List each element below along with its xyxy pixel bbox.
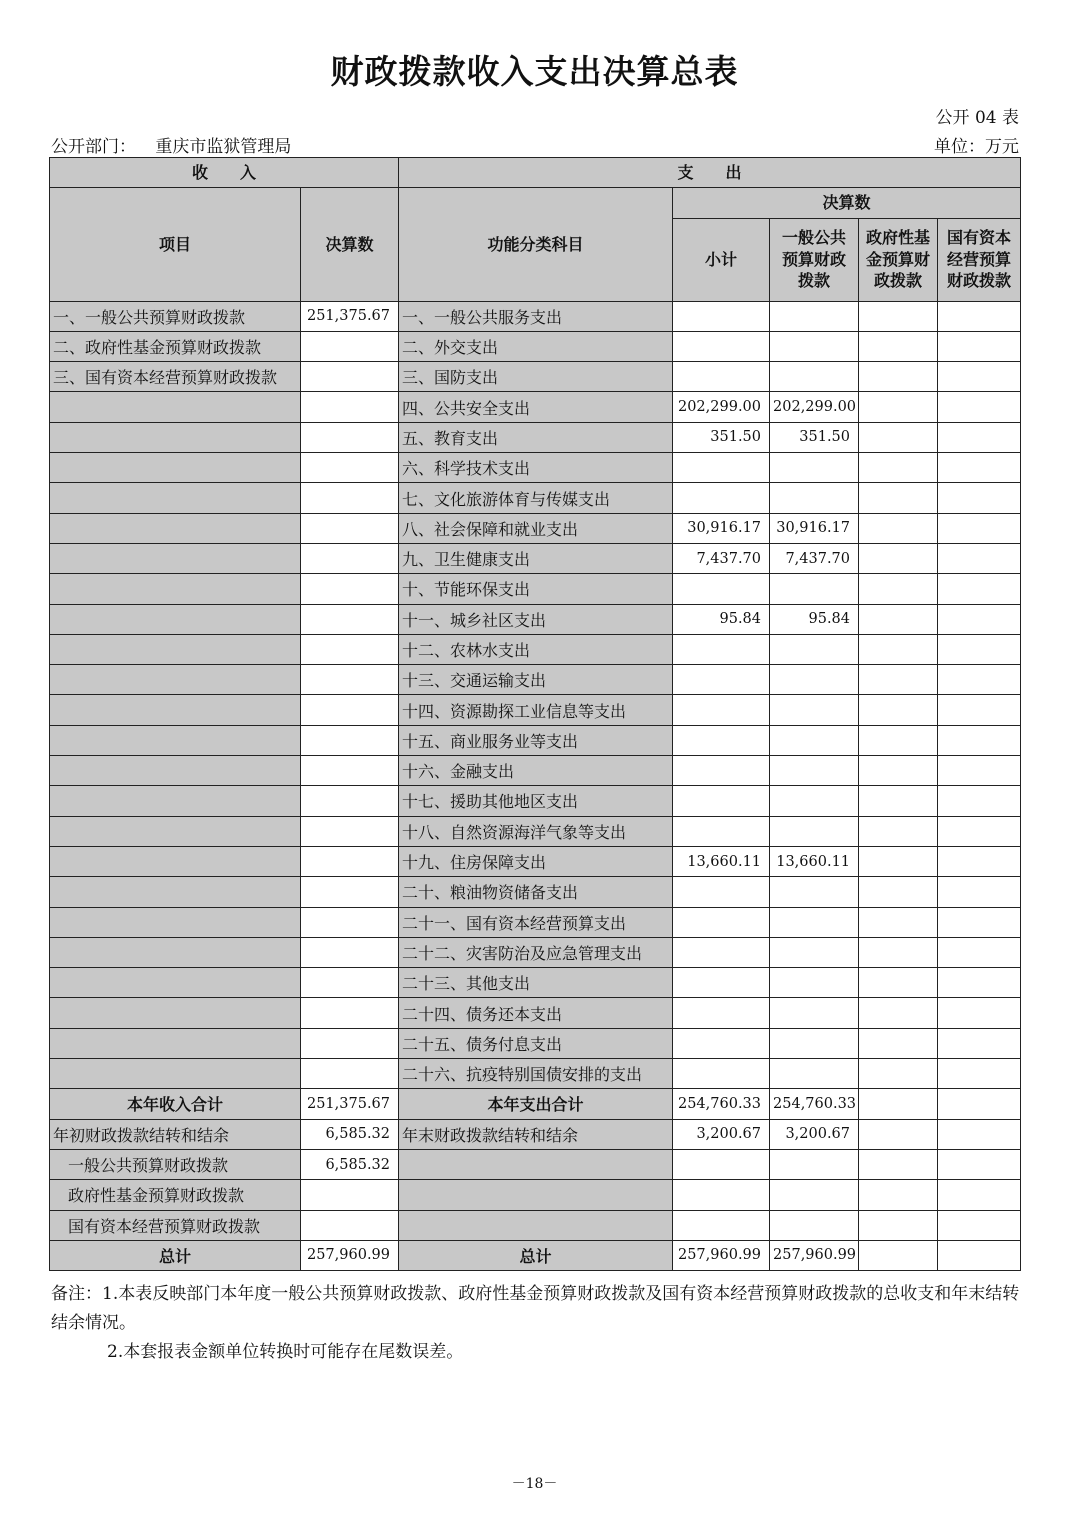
table-row [50, 543, 1021, 573]
table-row [50, 1028, 1021, 1058]
expense-govfund [859, 998, 938, 1028]
income-item [50, 604, 301, 634]
expense-govfund [859, 1028, 938, 1058]
expense-subtotal [673, 968, 770, 998]
expense-item: 十二、农林水支出 [399, 634, 673, 664]
expense-general [770, 301, 859, 331]
table-row [50, 937, 1021, 967]
expense-capital [938, 1059, 1021, 1089]
expense-general [770, 756, 859, 786]
income-value: 251,375.67 [301, 301, 399, 331]
expense-subtotal: 351.50 [673, 422, 770, 452]
income-grand-label: 总计 [50, 1240, 301, 1270]
table-row [50, 574, 1021, 604]
expense-general: 30,916.17 [770, 513, 859, 543]
expense-grand-subtotal: 257,960.99 [673, 1240, 770, 1270]
expense-subtotal: 13,660.11 [673, 846, 770, 876]
income-value [301, 998, 399, 1028]
income-item [50, 907, 301, 937]
expense-subtotal [673, 634, 770, 664]
expense-capital [938, 725, 1021, 755]
carryover-general-value: 6,585.32 [301, 1149, 399, 1179]
gov-fund-header: 政府性基 金预算财 政拨款 [859, 218, 938, 301]
department [51, 132, 291, 157]
income-value [301, 695, 399, 725]
expense-capital [938, 846, 1021, 876]
expense-subtotal [673, 1028, 770, 1058]
expense-capital [938, 634, 1021, 664]
expense-subtotal [673, 786, 770, 816]
expense-subtotal [673, 695, 770, 725]
income-value [301, 513, 399, 543]
expense-item: 十八、自然资源海洋气象等支出 [399, 816, 673, 846]
expense-total-general: 254,760.33 [770, 1089, 859, 1119]
expense-capital [938, 1028, 1021, 1058]
expense-item: 九、卫生健康支出 [399, 543, 673, 573]
state-capital-header: 国有资本 经营预算 财政拨款 [938, 218, 1021, 301]
expense-govfund [859, 786, 938, 816]
expense-capital [938, 968, 1021, 998]
income-value [301, 1059, 399, 1089]
end-carryover-subtotal: 3,200.67 [673, 1119, 770, 1149]
expense-govfund [859, 392, 938, 422]
expense-general [770, 574, 859, 604]
expense-subtotal [673, 453, 770, 483]
income-total-value: 251,375.67 [301, 1089, 399, 1119]
table-row [50, 483, 1021, 513]
income-item: 一、一般公共预算财政拨款 [50, 301, 301, 331]
income-header: 收 入 [50, 158, 399, 188]
expense-general [770, 665, 859, 695]
expense-item: 二十四、债务还本支出 [399, 998, 673, 1028]
annual-total-row [50, 1089, 1021, 1119]
table-row [50, 422, 1021, 452]
expense-capital [938, 665, 1021, 695]
expense-capital [938, 574, 1021, 604]
unit-label: 单位：万元 [934, 137, 1019, 157]
table-row [50, 301, 1021, 331]
expense-general: 13,660.11 [770, 846, 859, 876]
expense-capital [938, 362, 1021, 392]
table-row [50, 513, 1021, 543]
income-value [301, 1028, 399, 1058]
income-grand-value: 257,960.99 [301, 1240, 399, 1270]
income-item [50, 513, 301, 543]
income-item [50, 574, 301, 604]
table-row [50, 362, 1021, 392]
income-item [50, 543, 301, 573]
income-item: 二、政府性基金预算财政拨款 [50, 331, 301, 361]
expense-grand-general: 257,960.99 [770, 1240, 859, 1270]
expense-general [770, 695, 859, 725]
expense-govfund [859, 665, 938, 695]
expense-capital [938, 907, 1021, 937]
carryover-general-label: 一般公共预算财政拨款 [50, 1149, 301, 1179]
income-item: 三、国有资本经营预算财政拨款 [50, 362, 301, 392]
expense-item: 一、一般公共服务支出 [399, 301, 673, 331]
carryover-govfund-row [50, 1180, 1021, 1210]
expense-item: 十六、金融支出 [399, 756, 673, 786]
carryover-capital-label: 国有资本经营预算财政拨款 [50, 1210, 301, 1240]
expense-general [770, 1028, 859, 1058]
income-item [50, 786, 301, 816]
table-row [50, 604, 1021, 634]
expense-general [770, 937, 859, 967]
table-row [50, 331, 1021, 361]
expense-govfund [859, 362, 938, 392]
expense-subtotal [673, 362, 770, 392]
income-item [50, 756, 301, 786]
expense-govfund [859, 937, 938, 967]
expense-item: 十五、商业服务业等支出 [399, 725, 673, 755]
income-value [301, 877, 399, 907]
expense-govfund [859, 574, 938, 604]
table-row [50, 1059, 1021, 1089]
income-value [301, 453, 399, 483]
table-row [50, 998, 1021, 1028]
expense-capital [938, 786, 1021, 816]
income-value [301, 634, 399, 664]
carryover-capital-row [50, 1210, 1021, 1240]
expense-general [770, 483, 859, 513]
department-name: 重庆市监狱管理局 [155, 137, 292, 157]
expense-subtotal [673, 483, 770, 513]
income-item [50, 392, 301, 422]
income-item [50, 846, 301, 876]
expense-item: 五、教育支出 [399, 422, 673, 452]
income-value [301, 483, 399, 513]
expense-item: 二十一、国有资本经营预算支出 [399, 907, 673, 937]
expense-general [770, 362, 859, 392]
expense-capital [938, 301, 1021, 331]
function-header: 功能分类科目 [399, 188, 673, 301]
income-item [50, 998, 301, 1028]
income-item [50, 422, 301, 452]
table-row [50, 695, 1021, 725]
expense-capital [938, 392, 1021, 422]
table-row [50, 756, 1021, 786]
expense-general: 7,437.70 [770, 543, 859, 573]
income-item [50, 725, 301, 755]
income-item [50, 937, 301, 967]
expense-govfund [859, 907, 938, 937]
income-value [301, 725, 399, 755]
expense-item: 二十六、抗疫特别国债安排的支出 [399, 1059, 673, 1089]
end-carryover-label: 年末财政拨款结转和结余 [399, 1119, 673, 1149]
expense-capital [938, 331, 1021, 361]
expense-subtotal: 202,299.00 [673, 392, 770, 422]
note-1: 备注：1.本表反映部门本年度一般公共预算财政拨款、政府性基金预算财政拨款及国有资本经营预算财政拨款的总收支和年末结转结余情况。 [51, 1284, 1020, 1333]
expense-capital [938, 937, 1021, 967]
expense-grand-label: 总计 [399, 1240, 673, 1270]
expense-general: 95.84 [770, 604, 859, 634]
expense-subtotal: 7,437.70 [673, 543, 770, 573]
expense-general [770, 877, 859, 907]
expense-general: 351.50 [770, 422, 859, 452]
expense-item: 七、文化旅游体育与传媒支出 [399, 483, 673, 513]
expense-capital [938, 998, 1021, 1028]
expense-general [770, 786, 859, 816]
page-number: －18－ [511, 1476, 558, 1492]
income-value [301, 422, 399, 452]
expense-item: 八、社会保障和就业支出 [399, 513, 673, 543]
income-value [301, 392, 399, 422]
expense-govfund [859, 422, 938, 452]
expense-general [770, 998, 859, 1028]
expense-govfund [859, 483, 938, 513]
income-value [301, 665, 399, 695]
expense-general [770, 816, 859, 846]
table-row [50, 877, 1021, 907]
end-carryover-general: 3,200.67 [770, 1119, 859, 1149]
income-item [50, 665, 301, 695]
income-value [301, 937, 399, 967]
notes [51, 1280, 1021, 1367]
table-row [50, 968, 1021, 998]
expense-govfund [859, 331, 938, 361]
expense-capital [938, 756, 1021, 786]
expense-header: 支 出 [399, 158, 1021, 188]
budget-table [49, 157, 1021, 1271]
income-value [301, 543, 399, 573]
expense-subtotal [673, 301, 770, 331]
expense-item: 十、节能环保支出 [399, 574, 673, 604]
table-row [50, 453, 1021, 483]
income-item [50, 453, 301, 483]
expense-total-subtotal: 254,760.33 [673, 1089, 770, 1119]
income-value [301, 846, 399, 876]
income-item [50, 634, 301, 664]
income-item [50, 695, 301, 725]
expense-general [770, 634, 859, 664]
expense-general [770, 725, 859, 755]
income-item [50, 1028, 301, 1058]
income-item [50, 1059, 301, 1089]
carryover-row [50, 1119, 1021, 1149]
note-2: 2.本套报表金额单位转换时可能存在尾数误差。 [107, 1342, 464, 1362]
expense-subtotal: 30,916.17 [673, 513, 770, 543]
expense-capital [938, 604, 1021, 634]
expense-general [770, 907, 859, 937]
carryover-govfund-label: 政府性基金预算财政拨款 [50, 1180, 301, 1210]
expense-govfund [859, 846, 938, 876]
expense-subtotal [673, 816, 770, 846]
expense-subtotal [673, 756, 770, 786]
expense-capital [938, 543, 1021, 573]
income-value [301, 331, 399, 361]
expense-subtotal [673, 574, 770, 604]
expense-item: 十一、城乡社区支出 [399, 604, 673, 634]
expense-govfund [859, 543, 938, 573]
expense-item: 二十五、债务付息支出 [399, 1028, 673, 1058]
expense-item: 二、外交支出 [399, 331, 673, 361]
grand-total-row [50, 1240, 1021, 1270]
expense-general [770, 1059, 859, 1089]
expense-govfund [859, 604, 938, 634]
expense-subtotal: 95.84 [673, 604, 770, 634]
income-total-label: 本年收入合计 [50, 1089, 301, 1119]
expense-capital [938, 513, 1021, 543]
expense-govfund [859, 725, 938, 755]
final-amount-header: 决算数 [673, 188, 1021, 218]
income-value [301, 816, 399, 846]
expense-govfund [859, 1059, 938, 1089]
expense-subtotal [673, 998, 770, 1028]
expense-general [770, 453, 859, 483]
income-value [301, 968, 399, 998]
expense-item: 六、科学技术支出 [399, 453, 673, 483]
expense-capital [938, 816, 1021, 846]
expense-govfund [859, 877, 938, 907]
table-row [50, 725, 1021, 755]
expense-general: 202,299.00 [770, 392, 859, 422]
carryover-general-row [50, 1149, 1021, 1179]
income-item [50, 816, 301, 846]
table-row [50, 392, 1021, 422]
table-row [50, 816, 1021, 846]
expense-capital [938, 422, 1021, 452]
income-value [301, 907, 399, 937]
income-item [50, 483, 301, 513]
expense-item: 十四、资源勘探工业信息等支出 [399, 695, 673, 725]
begin-carryover-value: 6,585.32 [301, 1119, 399, 1149]
income-item [50, 877, 301, 907]
expense-subtotal [673, 877, 770, 907]
income-value [301, 604, 399, 634]
subtotal-header: 小计 [673, 218, 770, 301]
income-value [301, 362, 399, 392]
table-row [50, 786, 1021, 816]
expense-item: 四、公共安全支出 [399, 392, 673, 422]
expense-govfund [859, 301, 938, 331]
expense-subtotal [673, 1059, 770, 1089]
expense-item: 三、国防支出 [399, 362, 673, 392]
expense-general [770, 331, 859, 361]
expense-subtotal [673, 665, 770, 695]
expense-capital [938, 695, 1021, 725]
expense-item: 十三、交通运输支出 [399, 665, 673, 695]
expense-subtotal [673, 725, 770, 755]
expense-govfund [859, 453, 938, 483]
income-value [301, 574, 399, 604]
expense-capital [938, 877, 1021, 907]
expense-total-label: 本年支出合计 [399, 1089, 673, 1119]
table-row [50, 634, 1021, 664]
department-label: 公开部门： [51, 137, 136, 157]
general-public-header: 一般公共 预算财政 拨款 [770, 218, 859, 301]
expense-capital [938, 453, 1021, 483]
page-title: 财政拨款收入支出决算总表 [330, 52, 739, 91]
expense-item: 二十、粮油物资储备支出 [399, 877, 673, 907]
expense-item: 二十二、灾害防治及应急管理支出 [399, 937, 673, 967]
expense-subtotal [673, 331, 770, 361]
expense-item: 十七、援助其他地区支出 [399, 786, 673, 816]
expense-subtotal [673, 937, 770, 967]
table-row [50, 907, 1021, 937]
income-item [50, 968, 301, 998]
income-value [301, 756, 399, 786]
expense-capital [938, 483, 1021, 513]
expense-general [770, 968, 859, 998]
expense-item: 十九、住房保障支出 [399, 846, 673, 876]
expense-govfund [859, 695, 938, 725]
income-value [301, 786, 399, 816]
expense-subtotal [673, 907, 770, 937]
begin-carryover-label: 年初财政拨款结转和结余 [50, 1119, 301, 1149]
expense-govfund [859, 513, 938, 543]
table-row [50, 665, 1021, 695]
table-number: 公开 04 表 [935, 108, 1019, 128]
item-header: 项目 [50, 188, 301, 301]
expense-govfund [859, 756, 938, 786]
expense-govfund [859, 816, 938, 846]
amount-header: 决算数 [301, 188, 399, 301]
expense-item: 二十三、其他支出 [399, 968, 673, 998]
expense-govfund [859, 968, 938, 998]
expense-govfund [859, 634, 938, 664]
table-row [50, 846, 1021, 876]
